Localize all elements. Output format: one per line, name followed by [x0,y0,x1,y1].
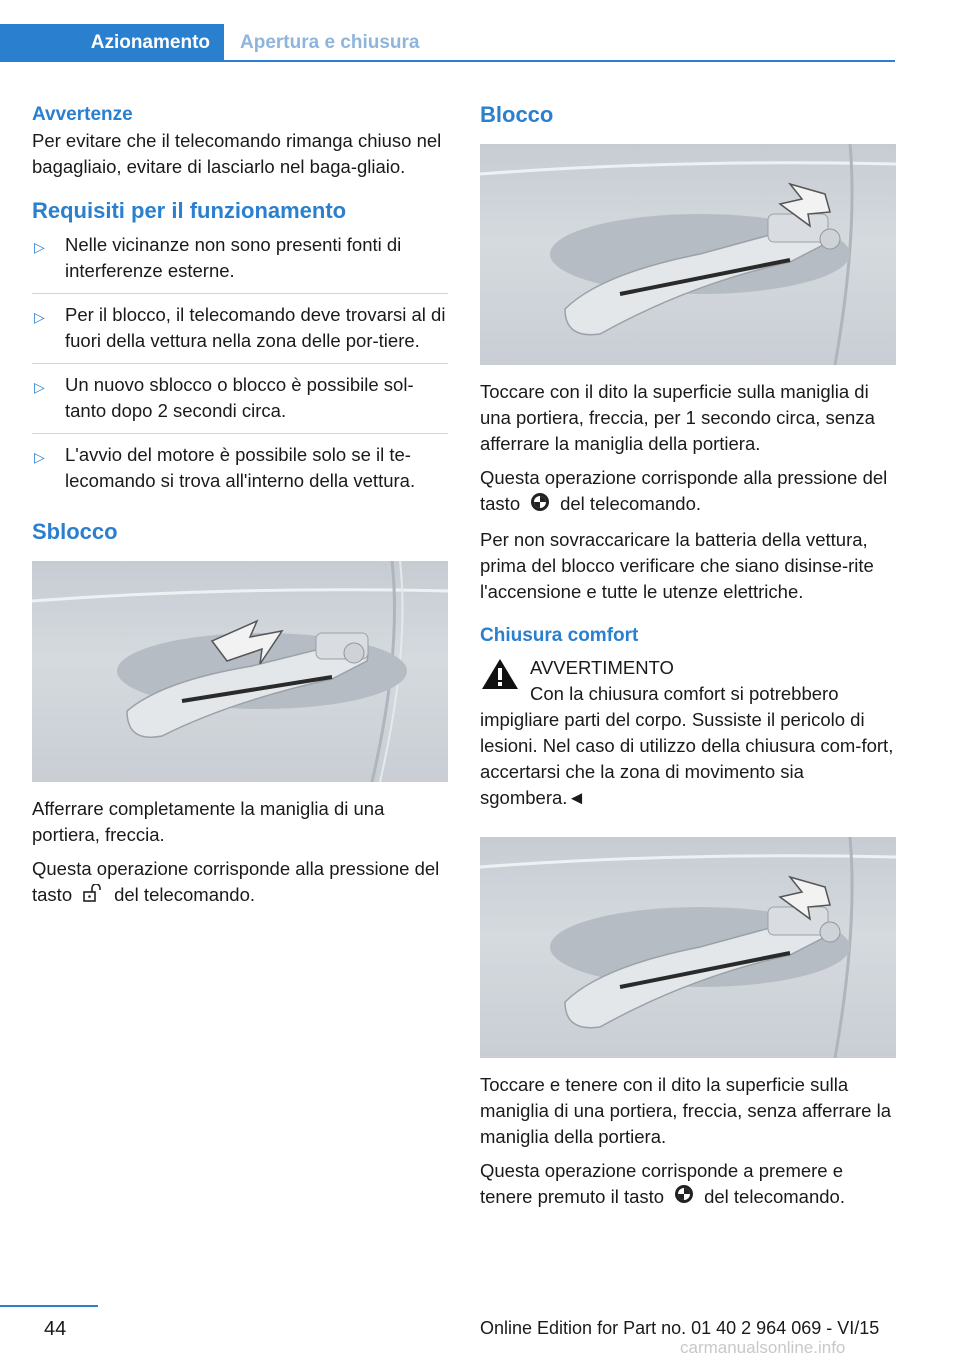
header-divider [0,60,895,62]
avvertenze-text: Per evitare che il telecomando rimanga chiuso nel bagagliaio, evitare di lasciarlo nel baga-gliaio. [32,130,442,177]
list-item [32,302,448,364]
edition-text: Online Edition for Part no. 01 40 2 964 069 - VI/15 [480,1318,880,1338]
bullet-triangle-icon: ▷ [34,379,45,395]
bullet-triangle-icon: ▷ [34,239,45,255]
sblocco-text-1: Afferrare completamente la maniglia di una portiera, freccia. [32,798,385,845]
page-number: 44 [44,1318,67,1340]
sblocco-text-2 [32,856,448,909]
warning-block [480,655,896,681]
comfort-text-2 [480,1158,896,1212]
list-item [32,372,448,434]
requisiti-list [32,232,448,503]
sblocco-text-2b: del telecomando. [114,884,256,905]
blocco-text-1: Toccare con il dito la superficie sulla maniglia di una portiera, freccia, per 1 secondo circa, senza afferrare la maniglia della portiera. [480,381,875,454]
bullet-triangle-icon: ▷ [34,449,45,465]
door-handle-illustration [480,144,896,365]
avvertenze-heading: Avvertenze [32,104,133,125]
right-column [480,100,896,1219]
door-handle-illustration [480,837,896,1058]
comfort-heading: Chiusura comfort [480,624,639,646]
comfort-text-1: Toccare e tenere con il dito la superficie sulla maniglia di una portiera, freccia, senza afferrare la maniglia della portiera. [480,1073,891,1147]
unlock-icon [82,883,104,909]
list-item-text: Un nuovo sblocco o blocco è possibile sol-tanto dopo 2 secondi circa. [65,374,414,421]
footer-divider [0,1305,98,1307]
left-column [32,100,448,917]
requisiti-heading: Requisiti per il funzionamento [32,198,347,223]
tab-apertura-chiusura[interactable]: Apertura e chiusura [240,32,420,53]
warning-label: AVVERTIMENTO [530,656,674,678]
blocco-text-3: Per non sovraccaricare la batteria della vettura, prima del blocco verificare che siano disinse-rite l'accensione e tutte le utenze elettriche. [480,528,874,602]
door-handle-illustration [32,561,448,782]
comfort-text-2b: del telecomando. [704,1185,845,1207]
list-item [32,442,448,503]
list-item [32,232,448,294]
comfort-door-handle-image [480,837,896,1058]
blocco-text-2a: Questa operazione corrisponde alla pressione del tasto [480,467,888,514]
warning-text: Con la chiusura comfort si potrebbero impigliare parti del corpo. Sussiste il pericolo di lesioni. Nel caso di utilizzo della chiusura com-fort, accertarsi che la zona di movimento sia sgombera.◄ [480,682,894,808]
blocco-heading: Blocco [480,102,554,127]
warning-triangle-icon [480,657,520,696]
bullet-triangle-icon: ▷ [34,309,45,325]
list-item-text: Nelle vicinanze non sono presenti fonti di interferenze esterne. [65,234,402,281]
bmw-logo-icon [674,1184,694,1211]
sblocco-door-handle-image [32,561,448,782]
blocco-text-2b: del telecomando. [560,493,702,514]
list-item-text: L'avvio del motore è possibile solo se il te-lecomando si trova all'interno della vettura. [65,444,416,491]
bmw-logo-icon [530,492,550,519]
header-tabbar [0,0,960,62]
blocco-door-handle-image [480,144,896,365]
watermark: carmanualsonline.info [680,1338,846,1357]
sblocco-heading: Sblocco [32,519,118,544]
blocco-text-2 [480,465,896,519]
tab-azionamento[interactable]: Azionamento [0,24,224,62]
comfort-text-2a: Questa operazione corrisponde a premere e tenere premuto il tasto [480,1159,844,1207]
list-item-text: Per il blocco, il telecomando deve trovarsi al di fuori della vettura nella zona delle por-tiere. [65,304,446,351]
sblocco-text-2a: Questa operazione corrisponde alla pressione del tasto [32,858,440,905]
